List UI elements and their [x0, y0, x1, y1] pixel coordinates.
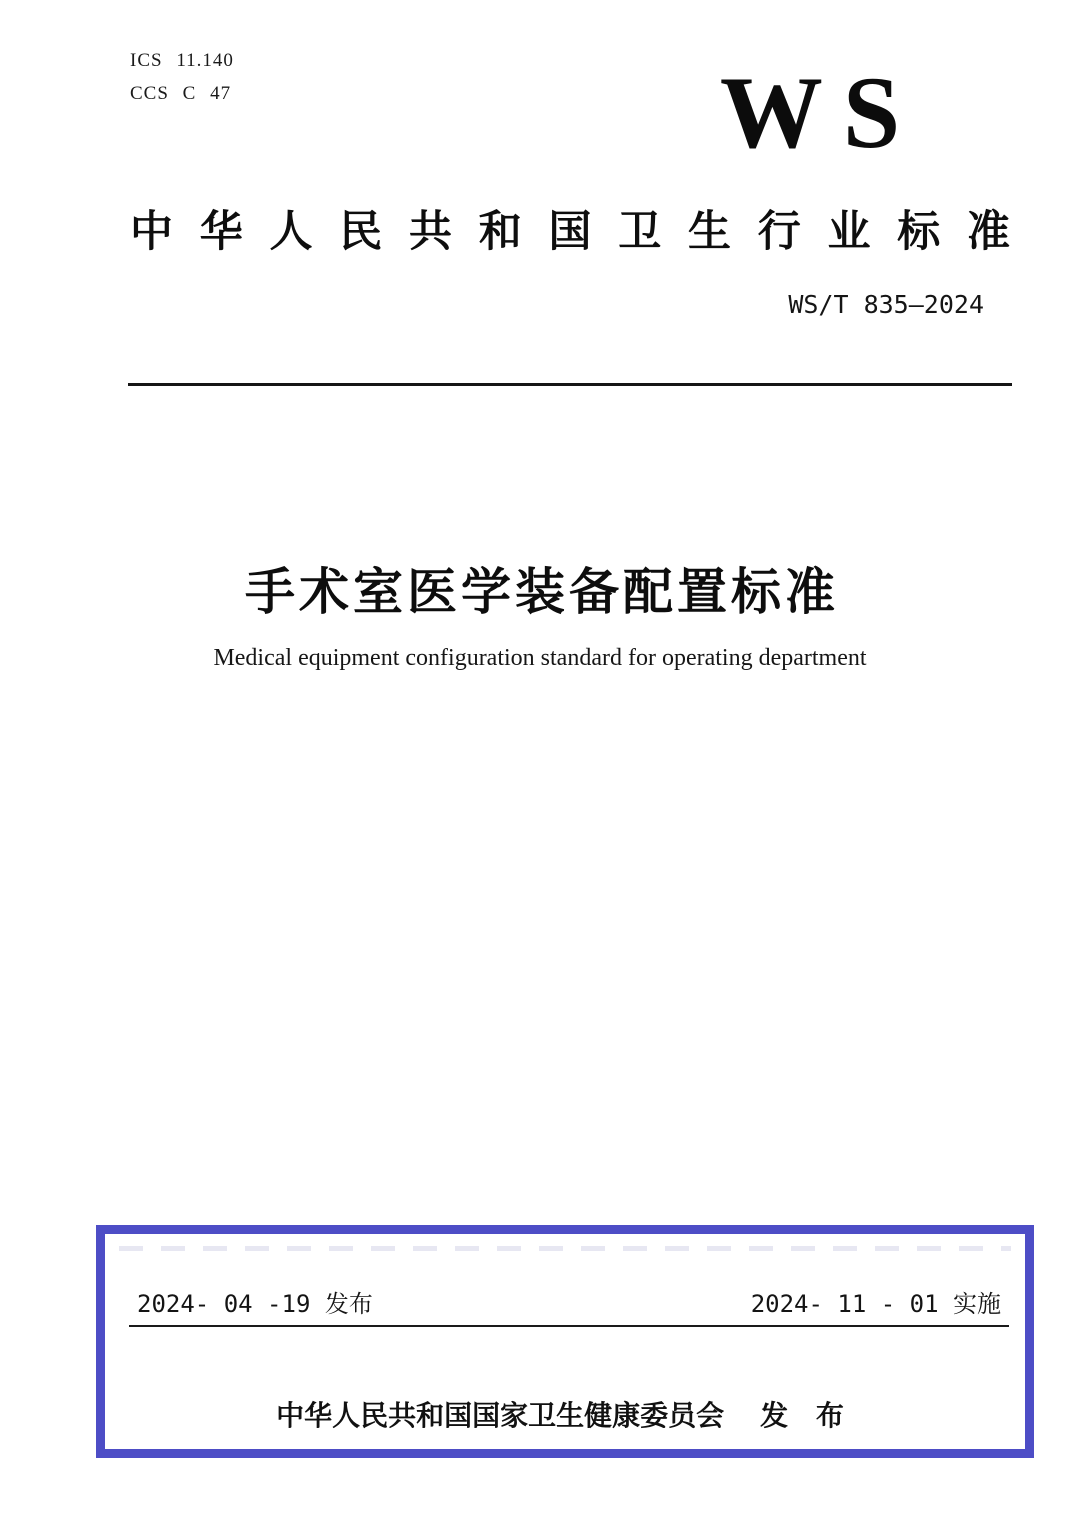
classification-codes [130, 50, 234, 116]
standard-number: WS/T 835—2024 [788, 290, 984, 319]
ccs-code: CCS C 47 [130, 83, 232, 104]
ics-code: ICS 11.140 [130, 50, 234, 71]
header-divider [128, 383, 1012, 386]
standard-name-cn: 中 华 人 民 共 和 国 卫 生 行 业 标 准 [130, 208, 1010, 256]
release-box [96, 1225, 1034, 1458]
scan-artifact-dashes [119, 1246, 1011, 1251]
document-title: 手术室医学装备配置标准 [245, 564, 839, 620]
issuer-name: 中华人民共和国国家卫生健康委员会 [276, 1400, 725, 1431]
document-subtitle-en: Medical equipment configuration standard for operating department [213, 645, 867, 671]
ws-logo: WS [719, 56, 921, 170]
publish-label: 发 布 [760, 1400, 854, 1431]
implement-date: 2024- 11 - 01 实施 [750, 1290, 1001, 1318]
issuer-row [105, 1394, 1025, 1434]
dates-row [129, 1284, 1009, 1327]
issue-date: 2024- 04 -19 发布 [137, 1290, 373, 1318]
